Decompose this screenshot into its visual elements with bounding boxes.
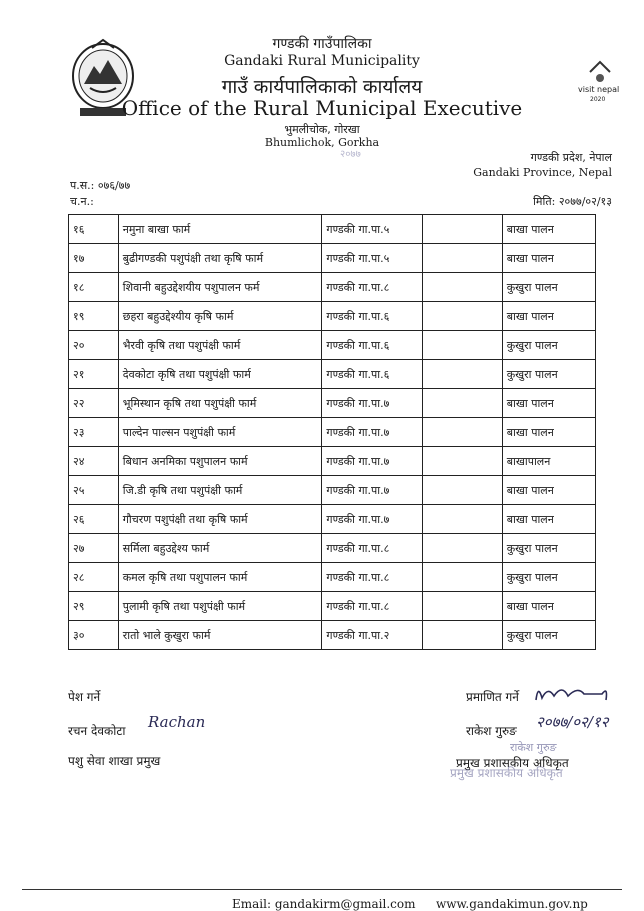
farm-type: बाखा पालन bbox=[502, 215, 595, 244]
farm-name: पाल्देन पाल्सन पशुपंक्षी फार्म bbox=[118, 418, 322, 447]
blank-cell bbox=[422, 215, 502, 244]
farm-name: भूमिस्थान कृषि तथा पशुपंक्षी फार्म bbox=[118, 389, 322, 418]
farm-type: बाखा पालन bbox=[502, 418, 595, 447]
farm-name: जि.डी कृषि तथा पशुपंक्षी फार्म bbox=[118, 476, 322, 505]
blank-cell bbox=[422, 418, 502, 447]
farm-location: गण्डकी गा.पा.८ bbox=[322, 592, 422, 621]
farm-name: गौचरण पशुपंक्षी तथा कृषि फार्म bbox=[118, 505, 322, 534]
table-row bbox=[69, 534, 596, 563]
table-row bbox=[69, 592, 596, 621]
farm-location: गण्डकी गा.पा.८ bbox=[322, 563, 422, 592]
farm-type: कुखुरा पालन bbox=[502, 563, 595, 592]
table-row bbox=[69, 331, 596, 360]
table-row bbox=[69, 621, 596, 650]
submitter-title: पशु सेवा शाखा प्रमुख bbox=[68, 754, 161, 768]
footer-email: Email: gandakirm@gmail.com bbox=[232, 897, 416, 911]
serial-number: २२ bbox=[69, 389, 119, 418]
farm-name: कमल कृषि तथा पशुपालन फार्म bbox=[118, 563, 322, 592]
stamp-name: राकेश गुरुङ bbox=[510, 741, 557, 754]
serial-number: २९ bbox=[69, 592, 119, 621]
farm-type: बाखा पालन bbox=[502, 389, 595, 418]
farm-location: गण्डकी गा.पा.७ bbox=[322, 505, 422, 534]
table-row bbox=[69, 389, 596, 418]
farm-type: बाखा पालन bbox=[502, 476, 595, 505]
farm-name: शिवानी बहुउद्देशयीय पशुपालन फर्म bbox=[118, 273, 322, 302]
table-row bbox=[69, 447, 596, 476]
reference-number: प.स.: ०७६/७७ bbox=[70, 179, 131, 192]
table-row bbox=[69, 244, 596, 273]
blank-cell bbox=[422, 592, 502, 621]
farm-location: गण्डकी गा.पा.७ bbox=[322, 447, 422, 476]
farm-name: छहरा बहुउद्देश्यीय कृषि फार्म bbox=[118, 302, 322, 331]
dispatch-number: च.न.: bbox=[70, 195, 94, 208]
table-row bbox=[69, 505, 596, 534]
svg-text:visit nepal: visit nepal bbox=[578, 85, 620, 94]
blank-cell bbox=[422, 244, 502, 273]
farm-name: बिधान अनमिका पशुपालन फार्म bbox=[118, 447, 322, 476]
farm-type: कुखुरा पालन bbox=[502, 360, 595, 389]
farm-location: गण्डकी गा.पा.५ bbox=[322, 215, 422, 244]
submitter-name: रचन देवकोटा bbox=[68, 724, 126, 738]
blank-cell bbox=[422, 563, 502, 592]
office-title-np: गाउँ कार्यपालिकाको कार्यालय bbox=[221, 76, 423, 98]
table-row bbox=[69, 563, 596, 592]
footer-divider bbox=[22, 889, 622, 890]
farm-type: बाखा पालन bbox=[502, 244, 595, 273]
letter-date: मिति: २०७७/०२/१३ bbox=[533, 195, 612, 208]
blank-cell bbox=[422, 476, 502, 505]
serial-number: २८ bbox=[69, 563, 119, 592]
submitted-by-label: पेश गर्ने bbox=[68, 690, 101, 704]
blank-cell bbox=[422, 534, 502, 563]
blank-cell bbox=[422, 389, 502, 418]
farm-type: कुखुरा पालन bbox=[502, 331, 595, 360]
farm-location: गण्डकी गा.पा.८ bbox=[322, 273, 422, 302]
farm-list-table bbox=[68, 214, 596, 650]
farm-type: कुखुरा पालन bbox=[502, 273, 595, 302]
serial-number: २७ bbox=[69, 534, 119, 563]
farm-location: गण्डकी गा.पा.५ bbox=[322, 244, 422, 273]
serial-number: २३ bbox=[69, 418, 119, 447]
blank-cell bbox=[422, 273, 502, 302]
farm-name: सर्मिला बहुउद्देश्य फार्म bbox=[118, 534, 322, 563]
blank-cell bbox=[422, 302, 502, 331]
farm-name: रातो भाले कुखुरा फार्म bbox=[118, 621, 322, 650]
certified-by-label: प्रमाणित गर्ने bbox=[466, 690, 519, 704]
farm-type: बाखा पालन bbox=[502, 302, 595, 331]
certifier-signature bbox=[532, 680, 612, 706]
table-row bbox=[69, 273, 596, 302]
province-en: Gandaki Province, Nepal bbox=[473, 166, 612, 179]
province-np: गण्डकी प्रदेश, नेपाल bbox=[530, 151, 612, 164]
table-row bbox=[69, 360, 596, 389]
farm-location: गण्डकी गा.पा.२ bbox=[322, 621, 422, 650]
serial-number: १६ bbox=[69, 215, 119, 244]
table-row bbox=[69, 302, 596, 331]
stamp-title: प्रमुख प्रशासकीय अधिकृत bbox=[450, 766, 563, 780]
blank-cell bbox=[422, 360, 502, 389]
farm-location: गण्डकी गा.पा.६ bbox=[322, 360, 422, 389]
header-line-en: Gandaki Rural Municipality bbox=[224, 53, 420, 69]
certifier-signature-date: २०७७/०२/१२ bbox=[536, 713, 609, 731]
farm-name: नमुना बाखा फार्म bbox=[118, 215, 322, 244]
certifier-name: राकेश गुरुङ bbox=[466, 724, 517, 738]
office-title-en: Office of the Rural Municipal Executive bbox=[121, 96, 523, 120]
farm-location: गण्डकी गा.पा.६ bbox=[322, 331, 422, 360]
farm-location: गण्डकी गा.पा.७ bbox=[322, 476, 422, 505]
serial-number: २१ bbox=[69, 360, 119, 389]
serial-number: २५ bbox=[69, 476, 119, 505]
farm-location: गण्डकी गा.पा.८ bbox=[322, 534, 422, 563]
faint-stamp: २०७७ bbox=[340, 149, 361, 160]
farm-type: कुखुरा पालन bbox=[502, 621, 595, 650]
serial-number: १७ bbox=[69, 244, 119, 273]
farm-name: पुलामी कृषि तथा पशुपंक्षी फार्म bbox=[118, 592, 322, 621]
svg-text:2020: 2020 bbox=[590, 96, 606, 103]
farm-location: गण्डकी गा.पा.७ bbox=[322, 389, 422, 418]
farm-name: भैरवी कृषि तथा पशुपंक्षी फार्म bbox=[118, 331, 322, 360]
table-row bbox=[69, 418, 596, 447]
farm-type: कुखुरा पालन bbox=[502, 534, 595, 563]
farm-type: बाखापालन bbox=[502, 447, 595, 476]
blank-cell bbox=[422, 621, 502, 650]
submitter-signature: Rachan bbox=[148, 713, 206, 731]
farm-location: गण्डकी गा.पा.६ bbox=[322, 302, 422, 331]
serial-number: २० bbox=[69, 331, 119, 360]
table-row bbox=[69, 476, 596, 505]
certifier-title: प्रमुख प्रशासकीय अधिकृत bbox=[456, 756, 569, 770]
footer-website: www.gandakimun.gov.np bbox=[436, 897, 588, 911]
serial-number: ३० bbox=[69, 621, 119, 650]
farm-name: बुढीगण्डकी पशुपंक्षी तथा कृषि फार्म bbox=[118, 244, 322, 273]
serial-number: १८ bbox=[69, 273, 119, 302]
farm-type: बाखा पालन bbox=[502, 592, 595, 621]
serial-number: २४ bbox=[69, 447, 119, 476]
farm-type: बाखा पालन bbox=[502, 505, 595, 534]
address-np: भुमलीचोक, गोरखा bbox=[284, 123, 360, 136]
serial-number: १९ bbox=[69, 302, 119, 331]
serial-number: २६ bbox=[69, 505, 119, 534]
blank-cell bbox=[422, 447, 502, 476]
address-en: Bhumlichok, Gorkha bbox=[264, 136, 380, 149]
farm-name: देवकोटा कृषि तथा पशुपंक्षी फार्म bbox=[118, 360, 322, 389]
header-line-np: गण्डकी गाउँपालिका bbox=[272, 36, 372, 52]
blank-cell bbox=[422, 505, 502, 534]
blank-cell bbox=[422, 331, 502, 360]
farm-location: गण्डकी गा.पा.७ bbox=[322, 418, 422, 447]
table-row bbox=[69, 215, 596, 244]
